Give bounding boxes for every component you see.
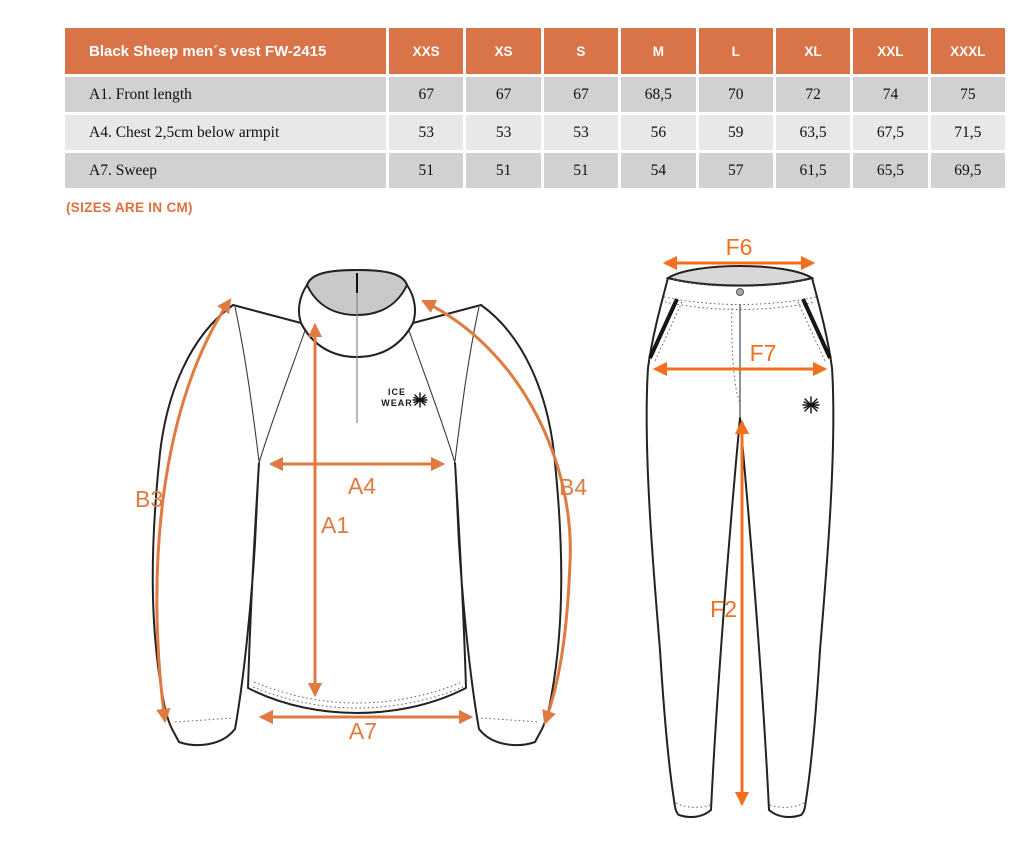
cell: 61,5 [776,153,850,188]
cell: 54 [621,153,695,188]
a4-label: A4 [347,473,377,499]
cell: 63,5 [776,115,850,150]
brand-logo-line1: ICE [387,387,407,397]
cell: 71,5 [931,115,1005,150]
table-row [65,153,1005,188]
brand-logo-line2: WEAR [381,398,413,408]
sizes-unit-note: (SIZES ARE IN CM) [66,200,193,215]
row-label: A7. Sweep [65,153,386,188]
b3-label: B3 [135,486,164,512]
b4-label: B4 [559,474,588,500]
column-header-s: S [544,28,618,74]
cell: 74 [853,77,927,112]
cell: 51 [389,153,463,188]
cell: 53 [389,115,463,150]
a7-label: A7 [348,718,378,744]
snowflake-icon [413,393,427,407]
snowflake-icon [803,397,819,413]
cell: 59 [699,115,773,150]
f7-label: F7 [749,340,777,366]
column-header-xs: XS [466,28,540,74]
table-header-row [65,28,1005,74]
size-table [62,25,1008,191]
waist-button [737,289,744,296]
column-header-xl: XL [776,28,850,74]
row-label: A4. Chest 2,5cm below armpit [65,115,386,150]
a1-label: A1 [321,512,350,538]
cell: 70 [699,77,773,112]
table-row [65,77,1005,112]
cell: 69,5 [931,153,1005,188]
column-header-xxs: XXS [389,28,463,74]
f2-label: F2 [710,596,737,622]
column-header-xxxl: XXXL [931,28,1005,74]
vest-technical-drawing [75,243,615,773]
cell: 68,5 [621,77,695,112]
f6-label: F6 [725,236,753,260]
cell: 65,5 [853,153,927,188]
row-label: A1. Front length [65,77,386,112]
cell: 67,5 [853,115,927,150]
column-header-xxl: XXL [853,28,927,74]
cell: 67 [466,77,540,112]
cell: 56 [621,115,695,150]
cell: 67 [544,77,618,112]
cell: 75 [931,77,1005,112]
column-header-l: L [699,28,773,74]
column-header-m: M [621,28,695,74]
cell: 51 [544,153,618,188]
pants-technical-drawing [633,236,857,846]
cell: 53 [544,115,618,150]
table-row [65,115,1005,150]
product-title: Black Sheep men´s vest FW-2415 [65,28,386,74]
cell: 67 [389,77,463,112]
cell: 72 [776,77,850,112]
cell: 57 [699,153,773,188]
cell: 51 [466,153,540,188]
cell: 53 [466,115,540,150]
